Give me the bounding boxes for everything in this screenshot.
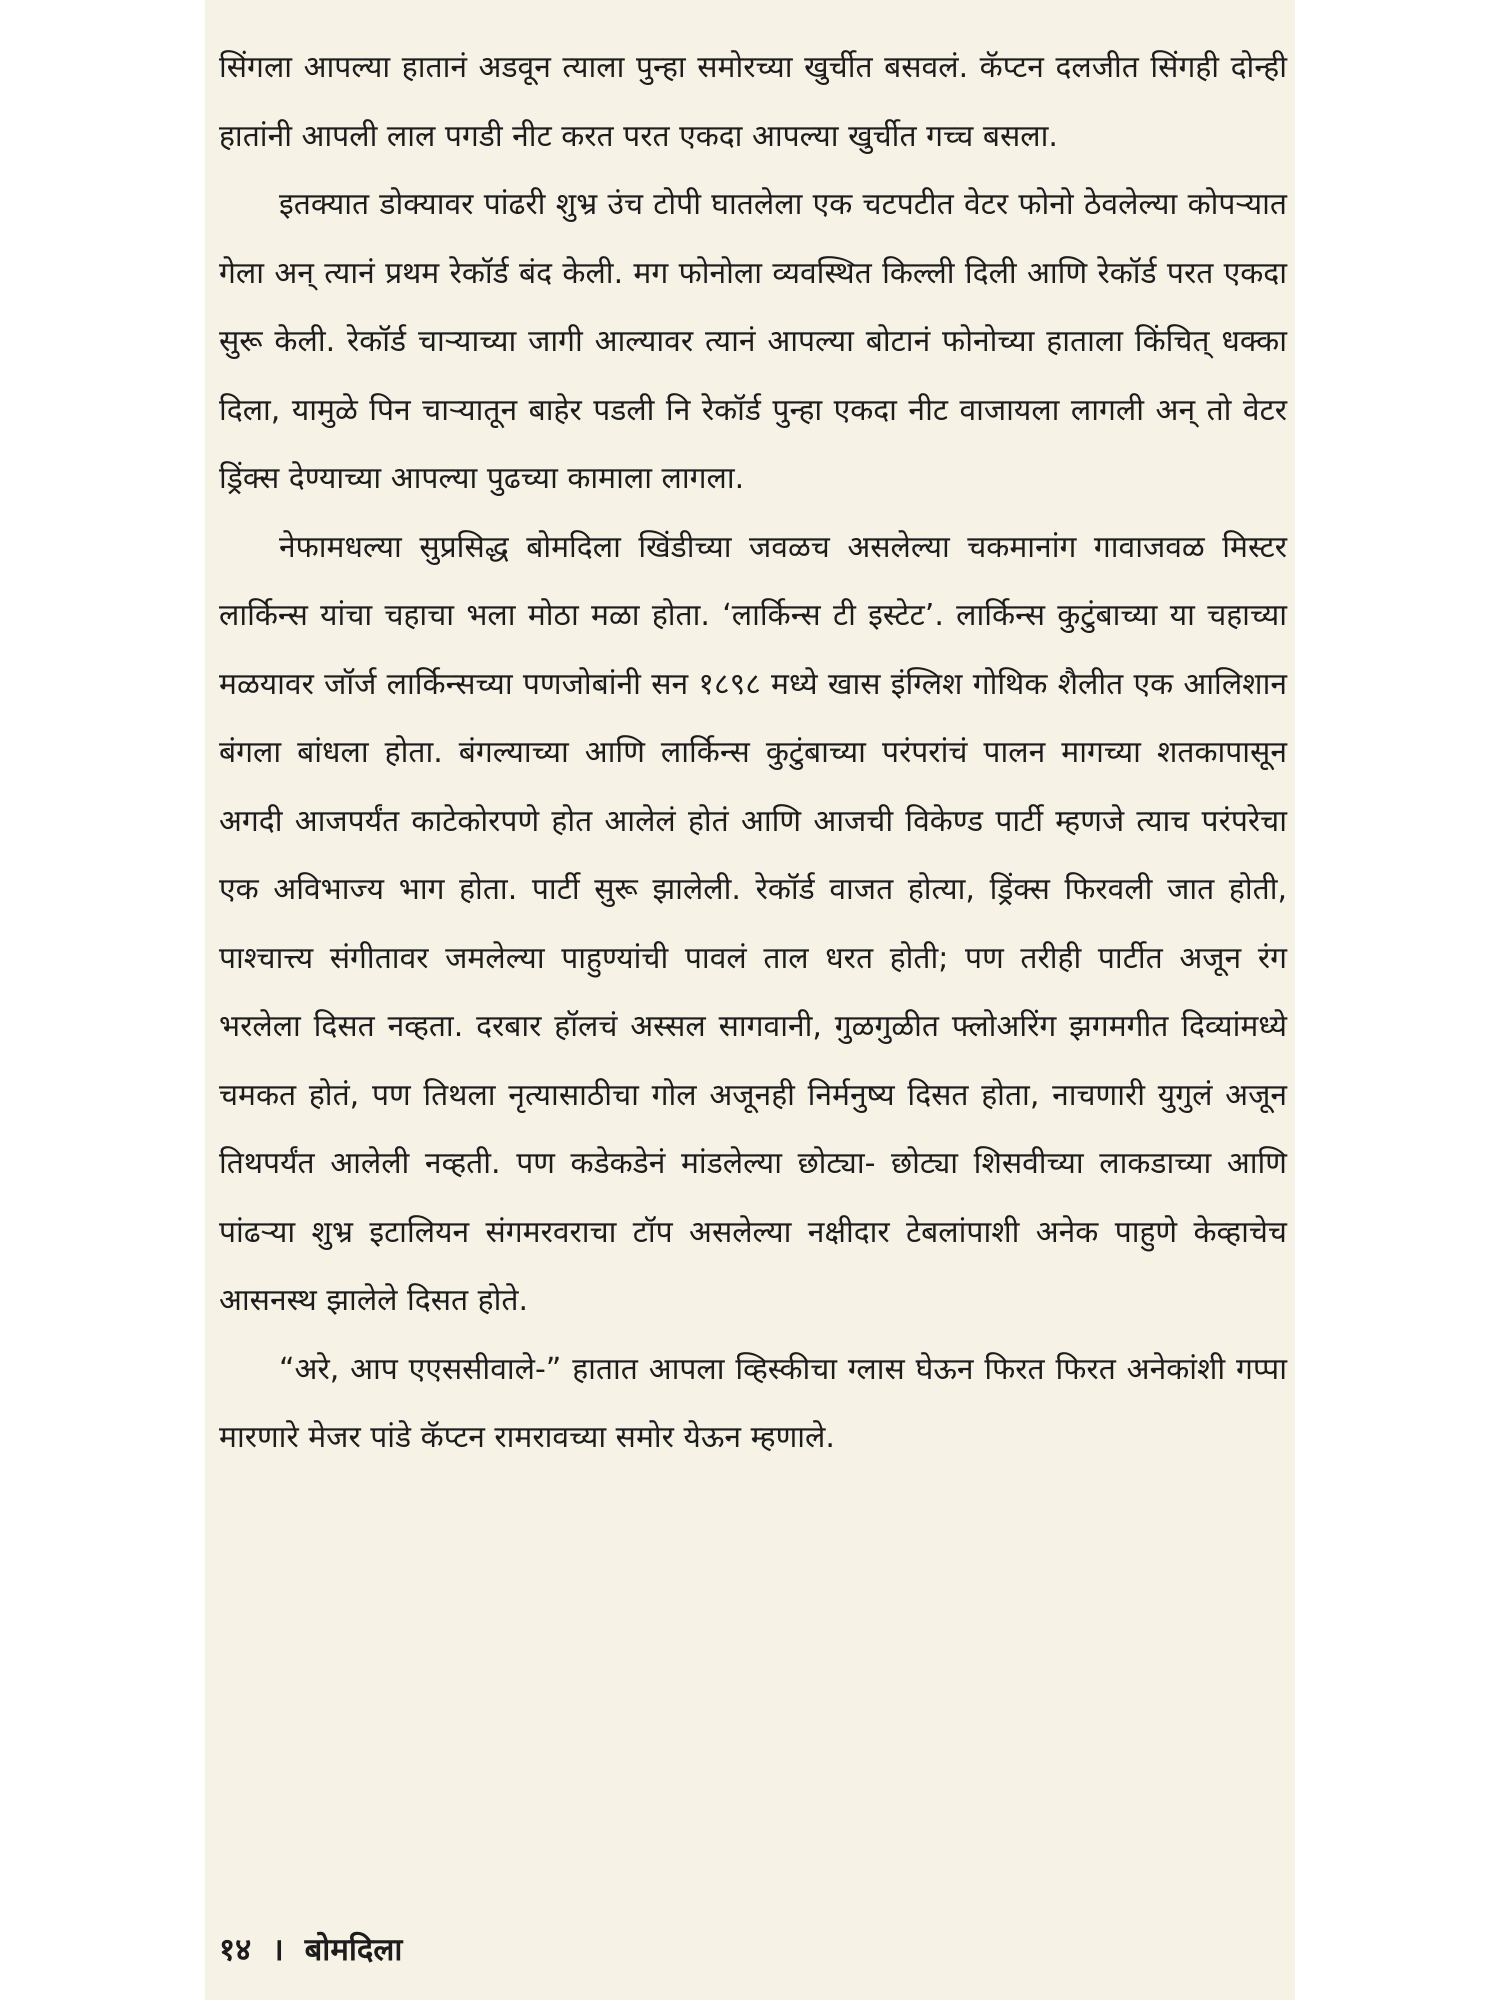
page-number: १४ [219,1932,252,1968]
paragraph-1: सिंगला आपल्या हातानं अडवून त्याला पुन्हा समोरच्या खुर्चीत बसवलं. कॅप्टन दलजीत सिंगही दोन्ही हातांनी आपली लाल पगडी नीट करत परत एकदा आपल्या खुर्चीत गच्च बसला. [219,50,1287,154]
paragraph-4: “अरे, आप एएससीवाले-” हातात आपला व्हिस्कीचा ग्लास घेऊन फिरत फिरत अनेकांशी गप्पा मारणारे मेजर पांडे कॅप्टन रामरावच्या समोर येऊन म्हणाले. [219,1351,1287,1455]
paragraph-3: नेफामधल्या सुप्रसिद्ध बोमदिला खिंडीच्या जवळच असलेल्या चकमानांग गावाजवळ मिस्टर लार्किन्स यांचा चहाचा भला मोठा मळा होता. ‘लार्किन्स टी इस्टेट’. लार्किन्स कुटुंबाच्या या चहाच्या मळयावर जॉर्ज लार्किन्सच्या पणजोबांनी सन १८९८ मध्ये खास इंग्लिश गोथिक शैलीत एक आलिशान बंगला बांधला होता. बंगल्याच्या आणि लार्किन्स कुटुंबाच्या परंपरांचं पालन मागच्या शतकापासून अगदी आजपर्यंत काटेकोरपणे होत आलेलं होतं आणि आजची विकेण्ड पार्टी म्हणजे त्याच परंपरेचा एक अविभाज्य भाग होता. पार्टी सुरू झालेली. रेकॉर्ड वाजत होत्या, ड्रिंक्स फिरवली जात होती, पाश्चात्त्य संगीतावर जमलेल्या पाहुण्यांची पावलं ताल धरत होती; पण तरीही पार्टीत अजून रंग भरलेला दिसत नव्हता. दरबार हॉलचं अस्सल सागवानी, गुळगुळीत फ्लोअरिंग झगमगीत दिव्यांमध्ये चमकत होतं, पण तिथला नृत्यासाठीचा गोल अजूनही निर्मनुष्य दिसत होता, नाचणारी युगुलं अजून तिथपर्यंत आलेली नव्हती. पण कडेकडेनं मांडलेल्या छोट्या- छोट्या शिसवीच्या लाकडाच्या आणि पांढऱ्या शुभ्र इटालियन संगमरवराचा टॉप असलेल्या नक्षीदार टेबलांपाशी अनेक पाहुणे केव्हाचेच आसनस्थ झालेले दिसत होते. [219,529,1287,1318]
page-body-text [219,34,1287,1473]
paragraph-2: इतक्यात डोक्यावर पांढरी शुभ्र उंच टोपी घातलेला एक चटपटीत वेटर फोनो ठेवलेल्या कोपऱ्यात गेला अन् त्यानं प्रथम रेकॉर्ड बंद केली. मग फोनोला व्यवस्थित किल्ली दिली आणि रेकॉर्ड परत एकदा सुरू केली. रेकॉर्ड चाऱ्याच्या जागी आल्यावर त्यानं आपल्या बोटानं फोनोच्या हाताला किंचित् धक्का दिला, यामुळे पिन चाऱ्यातून बाहेर पडली नि रेकॉर्ड पुन्हा एकदा नीट वाजायला लागली अन् तो वेटर ड्रिंक्स देण्याच्या आपल्या पुढच्या कामाला लागला. [219,187,1287,496]
book-title: बोमदिला [304,1932,403,1968]
book-page [205,0,1295,2000]
page-footer [219,1928,402,1970]
footer-separator: । [272,1932,284,1968]
